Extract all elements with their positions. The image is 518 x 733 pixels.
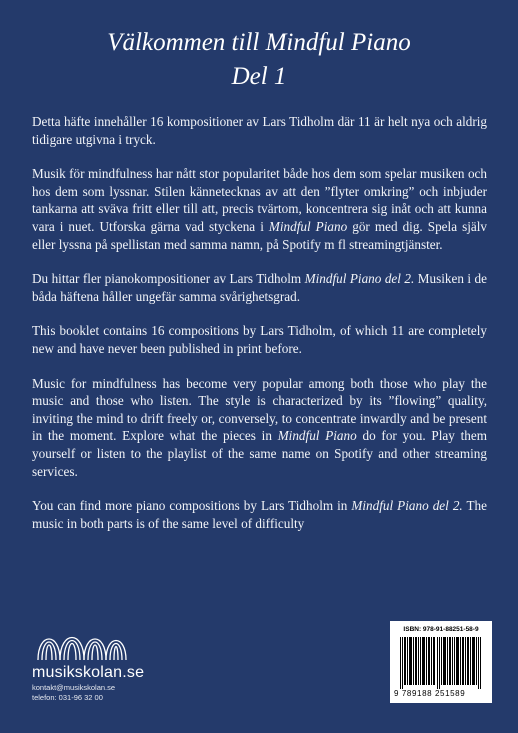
- title-line-2: Del 1: [231, 63, 287, 90]
- title-line-1: Välkommen till Mindful Piano: [107, 29, 411, 56]
- paragraph-sv-1: Detta häfte innehåller 16 kompositioner av Lars Tidholm där 11 är helt nya och aldrig tidigare utgivna i tryck.: [32, 114, 487, 147]
- paragraph-sv-2-title: Mindful Piano: [268, 218, 348, 234]
- paragraph-en-3-text-a: You can find more piano compositions by Lars Tidholm in: [32, 498, 352, 514]
- logo-text: musikskolan.se: [32, 664, 145, 681]
- paragraph-en-1: This booklet contains 16 compositions by Lars Tidholm, of which 11 are completely new and have never been published in print before.: [32, 323, 487, 356]
- paragraph-sv-2-text-a: Musik för mindfulness har nått stor popularitet både hos dem som spelar musiken och hos dem som lyssnar. Stilen kännetecknas av att den ”flyter omkring” och inbjuder tankarna att sväva fritt eller till att, precis tvärtom, koncentrera sig inåt och att kunna vara i nuet. Utforska gärna vad styckena i: [32, 166, 487, 234]
- body-text: [32, 113, 487, 549]
- paragraph-en-2-title: Mindful Piano: [277, 428, 357, 444]
- paragraph-en-3-title: Mindful Piano del 2.: [351, 498, 463, 514]
- paragraph-sv-3-title: Mindful Piano del 2.: [304, 271, 415, 287]
- contact-email[interactable]: kontakt@musikskolan.se: [32, 683, 116, 692]
- page-title: [0, 26, 518, 94]
- contact-phone: telefon: 031-96 32 00: [32, 693, 103, 702]
- paragraph-en-2-text-a: Music for mindfulness has become very popular among both those who play the music and those who listen. The style is characterized by its ”flowing” quality, inviting the mind to drift freely or, conversely, to concentrate inwardly and be present in the moment. Explore what the pieces in: [32, 375, 487, 444]
- paragraph-sv-2: [32, 165, 487, 253]
- paragraph-en-2-text-b: do for you. Play them yourself or listen to the playlist of the same name on Spotify and other streaming services.: [32, 428, 487, 479]
- contact-info: [32, 683, 115, 703]
- paragraph-sv-2-text-b: gör med dig. Spela själv eller lyssna på spellistan med samma namn, på Spotify m fl streamingtjänster.: [32, 218, 487, 252]
- paragraph-en-2: [32, 375, 487, 481]
- wave-arches-icon: [32, 626, 132, 662]
- barcode-icon: [400, 637, 482, 689]
- paragraph-en-3-text-b: The music in both parts is of the same level of difficulty: [32, 498, 487, 531]
- paragraph-sv-3: [32, 270, 487, 305]
- paragraph-sv-3-text-a: Du hittar fler pianokompositioner av Lars Tidholm: [32, 271, 305, 287]
- barcode-number: 9 789188 251589: [394, 689, 466, 698]
- isbn-barcode: [390, 621, 492, 703]
- isbn-label: ISBN: 978-91-88251-58-9: [403, 626, 479, 633]
- paragraph-sv-3-text-b: Musiken i de båda häftena håller ungefär samma svårighetsgrad.: [32, 271, 487, 304]
- paragraph-en-3: [32, 497, 487, 532]
- publisher-logo: [32, 626, 152, 682]
